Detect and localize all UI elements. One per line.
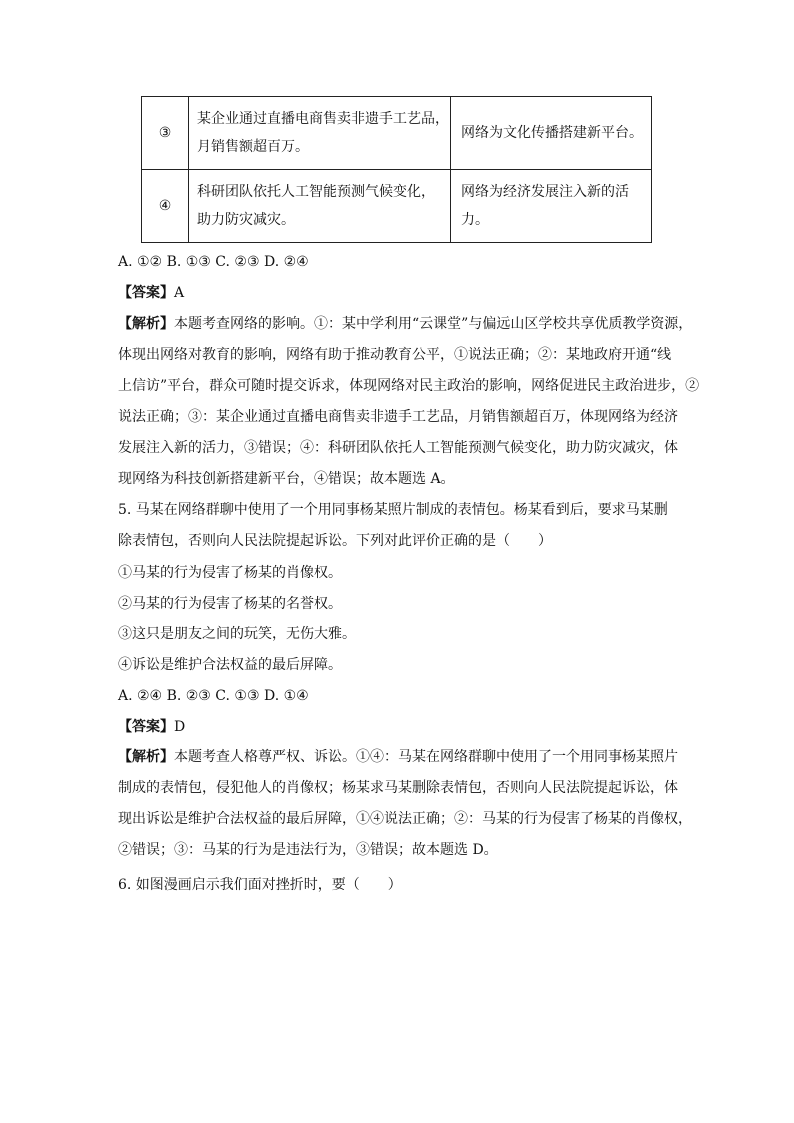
row-number: ④ [142,170,189,243]
analysis-line: 说法正确；③：某企业通过直播电商售卖非遗手工艺品，月销售额超百万，体现网络为经济 [118,409,678,425]
q6-stem: 6. 如图漫画启示我们面对挫折时，要（ ） [118,877,402,893]
row-description [189,97,451,170]
q4-options: A. ①② B. ①③ C. ②③ D. ②④ [118,254,309,270]
q4-answer [118,283,184,303]
analysis-line: 现出诉讼是维护合法权益的最后屏障，①④说法正确；②：马某的行为侵害了杨某的肖像权， [118,811,692,827]
row-description [189,170,451,243]
q5-answer [118,717,185,737]
q5-options: A. ②④ B. ②③ C. ①③ D. ①④ [118,688,309,704]
analysis-line: 上信访”平台，群众可随时提交诉求，体现网络对民主政治的影响，网络促进民主政治进步，② [118,378,700,394]
row-description-line: 月销售额超百万。 [197,139,309,155]
q5-statement: ①马某的行为侵害了杨某的肖像权。 [118,565,342,581]
analysis-line: 【解析】本题考查人格尊严权、诉讼。①④：马某在网络群聊中使用了一个用同事杨某照片 [118,749,678,765]
row-description-line: 某企业通过直播电商售卖非遗手工艺品， [197,111,449,127]
row-number: ③ [142,97,189,170]
q5-statement: ③这只是朋友之间的玩笑，无伤大雅。 [118,626,356,642]
answer-value: A [174,285,185,301]
row-description-line: 助力防灾减灾。 [197,212,295,228]
analysis-line: ②错误；③：马某的行为是违法行为，③错误；故本题选 D。 [118,842,498,858]
stem-line: 除表情包，否则向人民法院提起诉讼。下列对此评价正确的是（ ） [118,533,552,549]
row-evaluation: 网络为文化传播搭建新平台。 [451,97,652,170]
q4-analysis [118,309,700,495]
analysis-line: 体现出网络对教育的影响，网络有助于推动教育公平，①说法正确；②：某地政府开通“线 [118,347,672,363]
q5-stem [118,495,674,557]
answer-value: D [174,719,186,735]
analysis-label: 【解析】 [118,316,174,332]
row-evaluation: 网络为经济发展注入新的活力。 [451,170,652,243]
analysis-line: 制成的表情包，侵犯他人的肖像权；杨某求马某删除表情包，否则向人民法院提起诉讼，体 [118,780,678,796]
stem-line: 5. 马某在网络群聊中使用了一个用同事杨某照片制成的表情包。杨某看到后，要求马某删 [118,502,668,518]
analysis-line: 发展注入新的活力，③错误；④：科研团队依托人工智能预测气候变化，助力防灾减灾，体 [118,440,678,456]
q5-statement: ④诉讼是维护合法权益的最后屏障。 [118,657,342,673]
analysis-label: 【解析】 [118,749,174,765]
q5-analysis [118,742,692,866]
q5-statement: ②马某的行为侵害了杨某的名誉权。 [118,596,342,612]
table-row [142,170,652,243]
answer-label: 【答案】 [118,719,174,735]
answer-label: 【答案】 [118,285,174,301]
statements-table [141,96,652,243]
row-description-line: 科研团队依托人工智能预测气候变化， [197,184,435,200]
table-row [142,97,652,170]
analysis-line: 【解析】本题考查网络的影响。①：某中学利用“云课堂”与偏远山区学校共享优质教学资源， [118,316,693,332]
analysis-line: 现网络为科技创新搭建新平台，④错误；故本题选 A。 [118,471,455,487]
